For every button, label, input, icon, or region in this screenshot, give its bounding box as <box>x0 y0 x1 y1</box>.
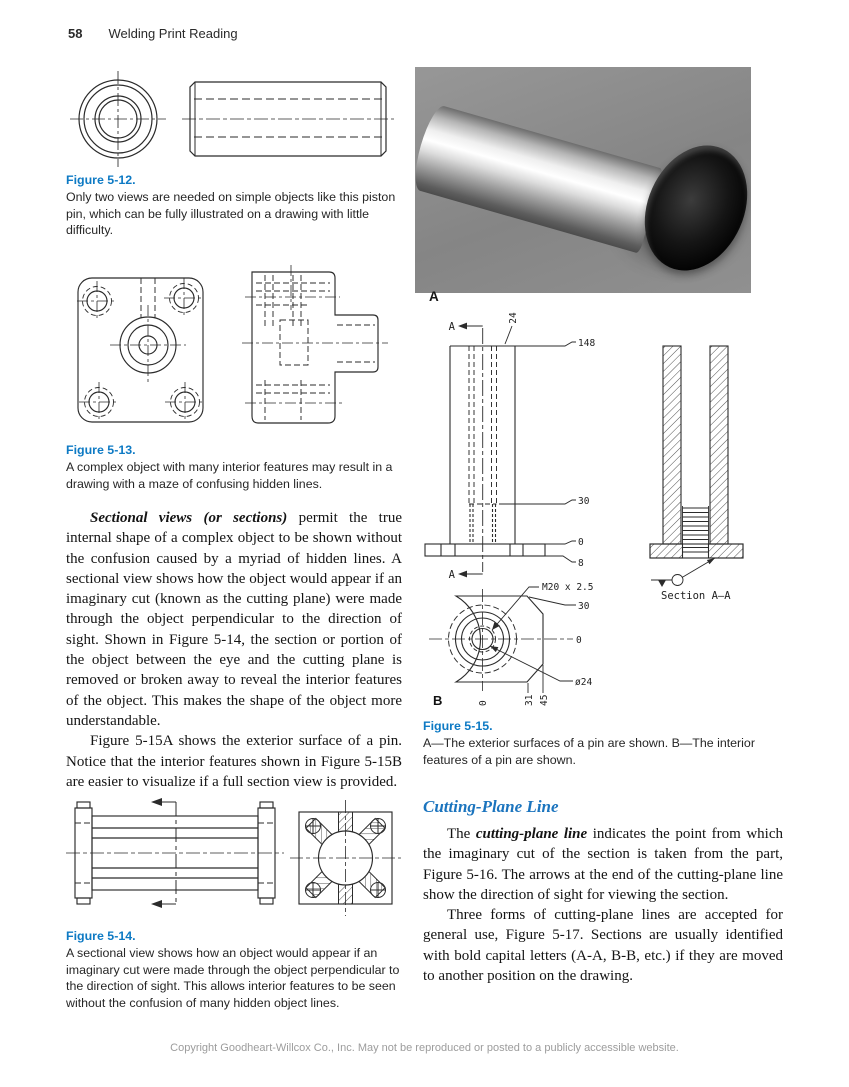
photo-label-a: A <box>429 289 439 304</box>
dim-24: 24 <box>508 312 519 324</box>
fig12-drawing <box>68 66 398 170</box>
fig13-caption <box>66 442 402 492</box>
figure-label: Figure 5-14. <box>66 929 136 943</box>
fig14-caption <box>66 928 402 1011</box>
dim-8: 8 <box>578 558 584 569</box>
body-paragraph-text: The <box>447 826 476 842</box>
figure-label: Figure 5-12. <box>66 173 136 187</box>
body-paragraph: Figure 5-15A shows the exterior surface of a pin. Notice that the interior features shown in Figure 5-15B are easier to visualize if a full section view is provided. <box>66 733 402 790</box>
dim-dia24: ø24 <box>575 677 593 688</box>
page-footer: Copyright Goodheart-Willcox Co., Inc. May not be reproduced or posted to a publicly accessible website. <box>170 1042 679 1054</box>
body-paragraph-text: indicates the point from which the imaginary cut of the section is taken from the part, Figure 5-16. The arrows at the end of the cutting-plane line show the direction of sight for viewing the section. <box>423 826 783 903</box>
figure-caption-text: A—The exterior surfaces of a pin are shown. B—The interior features of a pin are shown. <box>423 736 755 767</box>
fig15-drawing <box>425 306 785 711</box>
body-paragraph <box>66 508 402 731</box>
section-heading: Cutting-Plane Line <box>423 797 559 816</box>
dim-0b: 0 <box>576 635 582 646</box>
body-column-left <box>66 508 402 792</box>
body-lead-term: Sectional views (or sections) <box>90 510 288 526</box>
cutting-plane-label-bottom: A <box>448 569 455 581</box>
page-header <box>68 26 238 41</box>
page-header-title: Welding Print Reading <box>108 26 238 41</box>
section-aa-label: Section A–A <box>661 590 731 602</box>
pin-shaft <box>415 103 664 254</box>
body-column-right <box>423 824 783 986</box>
dim-0: 0 <box>578 537 584 548</box>
dim-30: 30 <box>578 496 590 507</box>
body-paragraph: Three forms of cutting-plane lines are accepted for general use, Figure 5-17. Sections are usually identified with bold capital letters (A-A, B-B, etc.) if they are moved to another position on the drawing. <box>423 907 783 985</box>
page-number: 58 <box>68 26 83 41</box>
cutting-plane-label-top: A <box>448 321 455 333</box>
fig15-caption <box>423 718 763 768</box>
view-label-b: B <box>433 693 443 708</box>
dim-b31: 31 <box>524 694 535 706</box>
fig13-drawing <box>60 265 405 435</box>
dim-30b: 30 <box>578 601 590 612</box>
pin-photo <box>415 67 751 293</box>
body-paragraph-text: permit the true internal shape of a complex object to be shown without the confusion caused by a myriad of hidden lines. A sectional view shows how the object would appear if an imaginary cut (known as the cutting plane) were made through the object perpendicular to the direction of sight. Shown in Figure 5-14, the section or portion of the object between the eye and the cutting plane is removed or broken away to reveal the interior features of the object. This makes the shape of the object more understandable. <box>66 510 402 729</box>
figure-caption-text: A sectional view shows how an object would appear if an imaginary cut were made through the object perpendicular to the direction of sight. This allows interior features to be seen without the confusion of many hidden object lines. <box>66 946 400 1010</box>
body-paragraph <box>423 824 783 905</box>
figure-caption-text: Only two views are needed on simple objects like this piston pin, which can be fully illustrated on a drawing with little difficulty. <box>66 190 396 238</box>
fig14-drawing <box>62 788 402 918</box>
dim-148: 148 <box>578 338 596 349</box>
dim-b0: 0 <box>478 700 489 706</box>
fig12-caption <box>66 172 402 239</box>
dim-thread: M20 x 2.5 <box>542 582 594 593</box>
body-bold-term: cutting-plane line <box>475 826 588 842</box>
figure-label: Figure 5-13. <box>66 443 136 457</box>
figure-label: Figure 5-15. <box>423 719 493 733</box>
dim-b45: 45 <box>539 694 550 706</box>
figure-caption-text: A complex object with many interior features may result in a drawing with a maze of confusing hidden lines. <box>66 460 393 491</box>
